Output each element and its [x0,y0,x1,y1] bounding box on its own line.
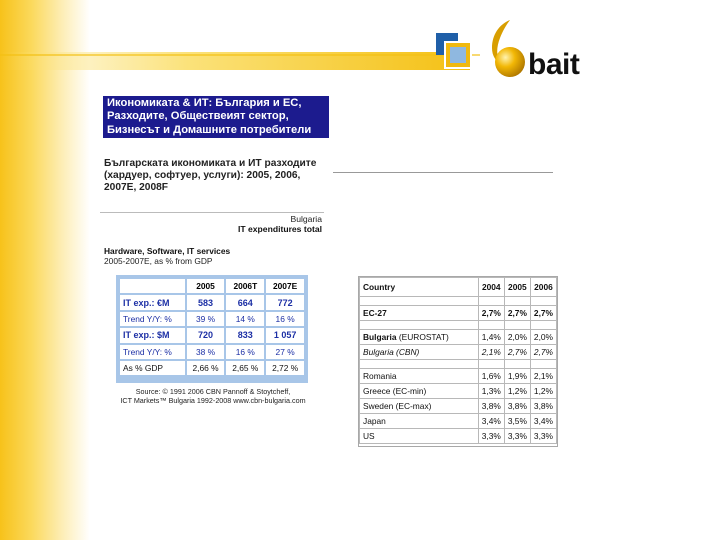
cell-value: 3,4% [530,414,556,429]
row-label-suffix: (EUROSTAT) [396,332,449,342]
logo-squares-icon [436,33,476,73]
cell-value: 2,7% [478,306,504,321]
table-row [120,295,304,309]
hardware-subtitle: 2005-2007E, as % from GDP [104,256,213,266]
page-subtitle [104,158,334,195]
table-row [120,328,304,342]
cell-value: 38 % [187,345,225,359]
table-header-cell: 2007E [266,279,304,293]
row-label: Sweden (EC-max) [360,399,479,414]
table-row [120,361,304,375]
cell-value: 583 [187,295,225,309]
cell-value: 2,1% [530,369,556,384]
table-source [100,387,326,405]
cell-value: 2,7% [530,306,556,321]
subtitle-line: 2007E, 2008F [104,182,169,194]
source-line: ICT Markets™ Bulgaria 1992-2008 www.cbn-bulgaria.com [120,396,306,405]
table-row [360,414,557,429]
table-header-cell: 2004 [478,278,504,297]
row-label: Romania [360,369,479,384]
cell-value: 3,5% [504,414,530,429]
cell-value: 720 [187,328,225,342]
cell-value: 3,3% [504,429,530,444]
cell-value: 772 [266,295,304,309]
cell-value: 2,7% [504,345,530,360]
cell-value: 1,4% [478,330,504,345]
table-header-row [120,279,304,293]
table-row [360,369,557,384]
cell-value: 3,8% [478,399,504,414]
table-row [120,312,304,326]
title-line: Икономиката & ИТ: България и ЕС, [107,97,302,109]
table-row [120,345,304,359]
title-line: Разходите, Обществеият сектор, [107,110,289,123]
table-header-cell: 2006 [530,278,556,297]
table-header-cell [120,279,185,293]
table-row [360,429,557,444]
left-divider [100,212,324,213]
row-label: Trend Y/Y: % [120,345,185,359]
cell-value: 2,7% [504,306,530,321]
cell-value: 3,3% [478,429,504,444]
hardware-title: Hardware, Software, IT services [104,246,231,256]
cell-value: 16 % [226,345,264,359]
logo-swirl-icon [488,18,528,80]
cell-value: 1,2% [504,384,530,399]
row-label: EC-27 [360,306,479,321]
table-spacer-row [360,321,557,330]
country-comparison-table [358,276,558,447]
source-line: Source: © 1991 2006 CBN Pannoff & Stoytcheff, [135,387,291,396]
cell-value: 39 % [187,312,225,326]
subtitle-line: Българската икономиката и ИТ разходите [104,158,317,169]
page-title [103,96,329,138]
cell-value: 2,66 % [187,361,225,375]
title-line: Бизнесът и Домашните потребители [107,123,312,136]
row-label: Greece (EC-min) [360,384,479,399]
table-header-cell: 2005 [504,278,530,297]
cell-value: 3,8% [504,399,530,414]
cell-value: 2,65 % [226,361,264,375]
it-expenditure-table [116,275,308,383]
row-label: Bulgaria (CBN) [360,345,479,360]
cell-value: 1,3% [478,384,504,399]
row-label-main: Bulgaria [363,332,397,342]
cell-value: 16 % [266,312,304,326]
cell-value: 3,4% [478,414,504,429]
cell-value: 27 % [266,345,304,359]
table-row [360,330,557,345]
table-spacer-row [360,360,557,369]
cell-value: 664 [226,295,264,309]
cell-value: 1 057 [266,328,304,342]
cell-value: 2,1% [478,345,504,360]
table-spacer-row [360,297,557,306]
cell-value: 3,3% [530,429,556,444]
row-label: As % GDP [120,361,185,375]
cell-value: 833 [226,328,264,342]
cell-value: 14 % [226,312,264,326]
table-header-cell: 2005 [187,279,225,293]
table-header-cell: 2006T [226,279,264,293]
row-label [360,330,479,345]
right-divider [333,172,553,173]
subtitle-line: (хардуер, софтуер, услуги): 2005, 2006, [104,170,301,182]
cell-value: 2,0% [504,330,530,345]
left-header-country: Bulgaria [290,214,322,224]
cell-value: 2,0% [530,330,556,345]
cell-value: 1,2% [530,384,556,399]
row-label: IT exp.: $M [120,328,185,342]
cell-value: 1,9% [504,369,530,384]
cell-value: 3,8% [530,399,556,414]
row-label: Trend Y/Y: % [120,312,185,326]
row-label: US [360,429,479,444]
cell-value: 2,7% [530,345,556,360]
row-label: Japan [360,414,479,429]
table-header-cell: Country [360,278,479,297]
left-header-title: IT expenditures total [237,224,322,234]
cell-value: 2,72 % [266,361,304,375]
table-row [360,384,557,399]
table-row [360,306,557,321]
left-gradient-band [0,0,90,540]
row-label: IT exp.: €M [120,295,185,309]
table-row [360,345,557,360]
top-divider [0,54,480,56]
logo-text: bait [528,48,580,81]
table-header-row [360,278,557,297]
cell-value: 1,6% [478,369,504,384]
table-row [360,399,557,414]
